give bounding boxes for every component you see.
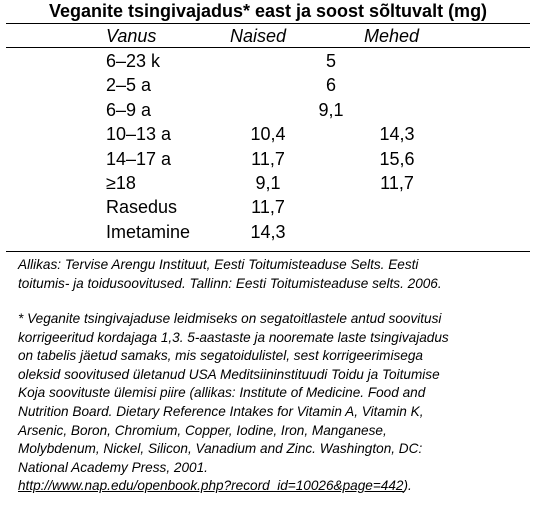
footnote-line: korrigeeritud kordajaga 1,3. 5-aastaste ja nooremate laste tsingivajadus bbox=[18, 329, 449, 345]
male-cell-value: 11,7 bbox=[380, 173, 414, 193]
source-note bbox=[18, 256, 528, 293]
male-cell-value: 15,6 bbox=[379, 148, 415, 169]
footnote-line: National Academy Press, 2001. bbox=[18, 459, 208, 475]
table-row bbox=[0, 123, 536, 145]
combined-cell-value: 6 bbox=[325, 75, 337, 96]
bottom-rule bbox=[6, 251, 530, 252]
footnote-line: Arsenic, Boron, Chromium, Copper, Iodine, Iron, Manganese, bbox=[18, 422, 387, 438]
age-cell: 10–13 a bbox=[106, 124, 172, 145]
female-cell-value: 11,7 bbox=[251, 197, 285, 218]
footnote-line: on tabelis jäetud samaks, mis segatoidulistel, sest korrigeerimisega bbox=[18, 348, 423, 364]
male-cell-value: 14,3 bbox=[379, 124, 415, 145]
table-row bbox=[0, 74, 536, 96]
footnote bbox=[18, 310, 528, 496]
age-cell: ≥18 bbox=[106, 173, 136, 193]
age-cell: 6–23 k bbox=[106, 51, 161, 71]
table-row bbox=[0, 148, 536, 170]
reference-link[interactable]: http://www.nap.edu/openbook.php?record_id=10026&page=442 bbox=[18, 478, 404, 494]
header-female: Naised bbox=[230, 26, 287, 46]
table-row bbox=[0, 196, 536, 218]
header-male: Mehed bbox=[364, 26, 420, 46]
footnote-url-line bbox=[18, 477, 528, 496]
table-row bbox=[0, 221, 536, 243]
footnote-line: oleksid soovitused ületanud USA Meditsiininstituudi Toidu ja Toitumise bbox=[18, 366, 440, 382]
table-row bbox=[0, 50, 536, 72]
age-cell: 6–9 a bbox=[106, 99, 152, 120]
footnote-line: Nutrition Board. Dietary Reference Intakes for Vitamin A, Vitamin K, bbox=[18, 403, 424, 419]
female-cell-value: 14,3 bbox=[250, 221, 286, 242]
footnote-line: * Veganite tsingivajaduse leidmiseks on segatoitlastele antud soovitusi bbox=[18, 311, 442, 326]
url-suffix: ). bbox=[403, 478, 412, 494]
footnote-line: Koja soovituste ülemisi piire (allikas: Institute of Medicine. Food and bbox=[18, 385, 426, 401]
age-cell: Imetamine bbox=[106, 221, 191, 242]
source-line: Allikas: Tervise Arengu Instituut, Eesti Toitumisteaduse Selts. Eesti bbox=[18, 257, 419, 272]
female-cell-value: 9,1 bbox=[255, 173, 281, 193]
age-cell: 2–5 a bbox=[106, 75, 152, 96]
combined-cell-value: 5 bbox=[325, 51, 337, 71]
table-title: Veganite tsingivajadus* east ja soost sõltuvalt (mg) bbox=[48, 1, 488, 21]
source-line: toitumis- ja toidusoovitused. Tallinn: Eesti Toitumisteaduse selts. 2006. bbox=[18, 275, 442, 291]
top-rule bbox=[6, 23, 530, 24]
header-age: Vanus bbox=[106, 26, 157, 46]
table-row bbox=[0, 99, 536, 121]
header-rule bbox=[6, 47, 530, 48]
age-cell: Rasedus bbox=[106, 197, 178, 218]
combined-cell-value: 9,1 bbox=[318, 99, 344, 120]
female-cell-value: 10,4 bbox=[250, 124, 286, 145]
female-cell-value: 11,7 bbox=[251, 148, 285, 169]
age-cell: 14–17 a bbox=[106, 148, 172, 169]
table-row bbox=[0, 172, 536, 194]
footnote-line: Molybdenum, Nickel, Silicon, Vanadium and Zinc. Washington, DC: bbox=[18, 441, 423, 457]
